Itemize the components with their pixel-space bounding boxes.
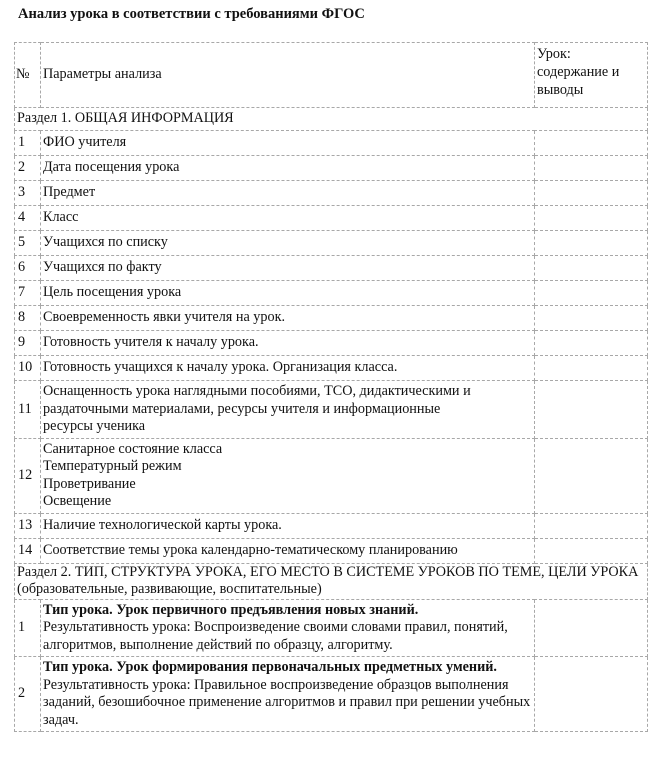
section-1-title: Раздел 1. ОБЩАЯ ИНФОРМАЦИЯ bbox=[15, 108, 648, 131]
row-result-cell[interactable] bbox=[535, 538, 648, 563]
row-parameter-line: ресурсы ученика bbox=[43, 418, 146, 434]
row-parameter: Предмет bbox=[41, 181, 535, 206]
row-number: 1 bbox=[15, 599, 41, 657]
header-result-line: Урок: bbox=[537, 46, 571, 62]
row-result-cell[interactable] bbox=[535, 156, 648, 181]
row-result-cell[interactable] bbox=[535, 331, 648, 356]
header-result-line: выводы bbox=[537, 82, 584, 98]
row-number: 4 bbox=[15, 206, 41, 231]
row-number: 5 bbox=[15, 231, 41, 256]
row-parameter: Своевременность явки учителя на урок. bbox=[41, 306, 535, 331]
row-result-cell[interactable] bbox=[535, 356, 648, 381]
lesson-effectiveness-text: Результативность урока: Воспроизведение своими словами правил, понятий, алгоритмов, выполнение действий по образцу, алгоритму. bbox=[43, 619, 508, 653]
row-number: 13 bbox=[15, 513, 41, 538]
table-row bbox=[15, 599, 648, 657]
row-parameter bbox=[41, 438, 535, 513]
row-parameter-line: Температурный режим bbox=[43, 458, 182, 474]
table-header-row bbox=[15, 43, 648, 108]
section-2-header bbox=[15, 563, 648, 599]
row-result-cell[interactable] bbox=[535, 381, 648, 439]
row-result-cell[interactable] bbox=[535, 599, 648, 657]
row-parameter: Готовность учащихся к началу урока. Организация класса. bbox=[41, 356, 535, 381]
table-row bbox=[15, 181, 648, 206]
row-number: 11 bbox=[15, 381, 41, 439]
row-result-cell[interactable] bbox=[535, 231, 648, 256]
row-parameter: ФИО учителя bbox=[41, 131, 535, 156]
table-row bbox=[15, 306, 648, 331]
row-result-cell[interactable] bbox=[535, 657, 648, 732]
row-parameter: Готовность учителя к началу урока. bbox=[41, 331, 535, 356]
row-number: 2 bbox=[15, 156, 41, 181]
table-row bbox=[15, 156, 648, 181]
table-row bbox=[15, 657, 648, 732]
lesson-type-label: Тип урока. Урок формирования первоначальных предметных умений. bbox=[43, 659, 497, 675]
table-row bbox=[15, 281, 648, 306]
row-parameter bbox=[41, 599, 535, 657]
row-result-cell[interactable] bbox=[535, 281, 648, 306]
row-number: 9 bbox=[15, 331, 41, 356]
section-1-header bbox=[15, 108, 648, 131]
row-parameter: Цель посещения урока bbox=[41, 281, 535, 306]
row-parameter-line: Санитарное состояние класса bbox=[43, 440, 223, 457]
row-result-cell[interactable] bbox=[535, 206, 648, 231]
row-number: 7 bbox=[15, 281, 41, 306]
table-row bbox=[15, 131, 648, 156]
table-row bbox=[15, 513, 648, 538]
row-result-cell[interactable] bbox=[535, 438, 648, 513]
table-row bbox=[15, 231, 648, 256]
row-parameter bbox=[41, 381, 535, 439]
lesson-type-label: Тип урока. Урок первичного предъявления новых знаний. bbox=[43, 601, 419, 618]
row-number: 14 bbox=[15, 538, 41, 563]
row-parameter: Дата посещения урока bbox=[41, 156, 535, 181]
table-row bbox=[15, 356, 648, 381]
section-2-title-bold: Раздел 2. ТИП, СТРУКТУРА УРОКА, ЕГО МЕСТО В СИСТЕМЕ УРОКОВ ПО ТЕМЕ, ЦЕЛИ УРОКА bbox=[17, 563, 639, 580]
row-result-cell[interactable] bbox=[535, 131, 648, 156]
row-parameter-line: Оснащенность урока наглядными пособиями, ТСО, дидактическими и bbox=[43, 383, 471, 399]
row-result-cell[interactable] bbox=[535, 256, 648, 281]
table-row bbox=[15, 256, 648, 281]
row-parameter: Учащихся по факту bbox=[41, 256, 535, 281]
table-row bbox=[15, 331, 648, 356]
row-number: 6 bbox=[15, 256, 41, 281]
row-number: 10 bbox=[15, 356, 41, 381]
row-parameter: Соответствие темы урока календарно-тематическому планированию bbox=[41, 538, 535, 563]
row-number: 2 bbox=[15, 657, 41, 732]
table-row bbox=[15, 381, 648, 439]
row-number: 1 bbox=[15, 131, 41, 156]
document-title: Анализ урока в соответствии с требованиями ФГОС bbox=[18, 6, 365, 22]
row-parameter-line: Освещение bbox=[43, 493, 112, 509]
table-row bbox=[15, 206, 648, 231]
row-result-cell[interactable] bbox=[535, 306, 648, 331]
row-result-cell[interactable] bbox=[535, 513, 648, 538]
header-result bbox=[535, 43, 648, 108]
row-number: 12 bbox=[15, 438, 41, 513]
lesson-effectiveness-text: Результативность урока: Правильное воспроизведение образцов выполнения заданий, безошибочное применение алгоритмов и правил при решении учебных задач. bbox=[43, 676, 531, 728]
header-result-line: содержание и bbox=[537, 64, 620, 80]
header-parameters: Параметры анализа bbox=[41, 43, 535, 108]
row-parameter-line: Проветривание bbox=[43, 475, 136, 492]
row-parameter bbox=[41, 657, 535, 732]
section-2-title bbox=[15, 563, 648, 599]
section-2-title-note: (образовательные, развивающие, воспитательные) bbox=[17, 581, 322, 597]
row-parameter: Учащихся по списку bbox=[41, 231, 535, 256]
row-parameter: Класс bbox=[41, 206, 535, 231]
row-parameter: Наличие технологической карты урока. bbox=[41, 513, 535, 538]
row-number: 3 bbox=[15, 181, 41, 206]
row-number: 8 bbox=[15, 306, 41, 331]
header-number: № bbox=[15, 43, 41, 108]
table-row bbox=[15, 438, 648, 513]
row-result-cell[interactable] bbox=[535, 181, 648, 206]
table-row bbox=[15, 538, 648, 563]
row-parameter-line: раздаточными материалами, ресурсы учителя и информационные bbox=[43, 400, 441, 417]
lesson-analysis-table bbox=[14, 42, 648, 732]
